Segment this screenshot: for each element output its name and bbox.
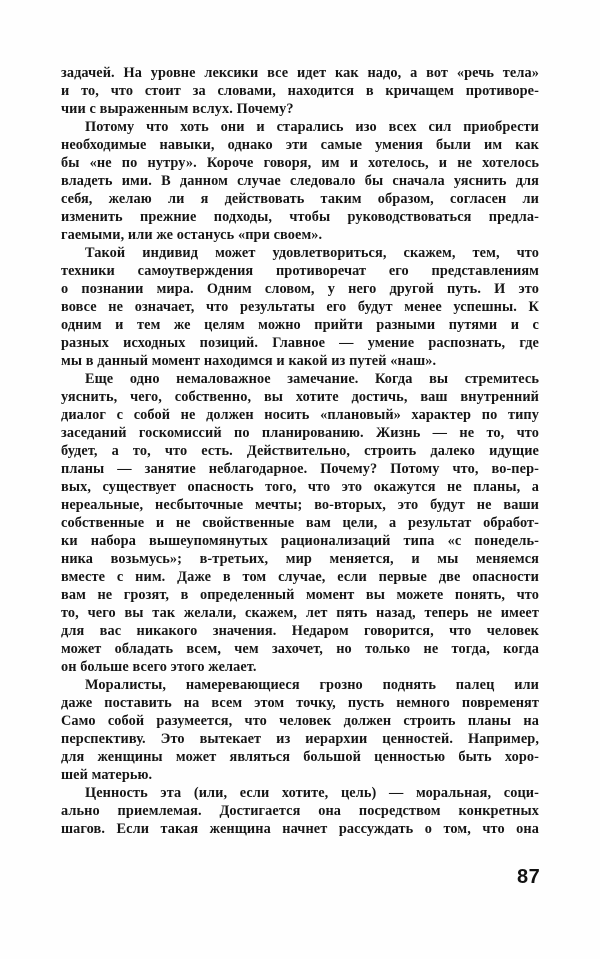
paragraph [61,784,539,838]
text-line: о познании мира. Одним словом, у него другой путь. И это [61,281,539,297]
text-line: он больше всего этого желает. [61,659,257,675]
text-line: для женщины может являться большой ценностью быть хоро- [61,749,539,765]
text-line: то, чего вы так желали, скажем, лет пять назад, теперь не имеет [61,605,539,621]
text-line: одним и тем же целям можно прийти разными путями и с [61,317,539,333]
text-line: планы — занятие неблагодарное. Почему? Потому что, во-пер- [61,461,539,477]
text-line: будет, а то, что есть. Действительно, строить далеко идущие [61,443,539,459]
text-line: необходимые навыки, однако эти самые умения были им как [61,137,539,153]
text-line: Потому что хоть они и старались изо всех сил приобрести [85,119,539,135]
text-line: чии с выраженным вслух. Почему? [61,101,294,117]
text-line: мы в данный момент находимся и какой из путей «наш». [61,353,437,369]
text-line: шей матерью. [61,767,153,783]
text-line: вместе с ним. Даже в том случае, если первые две опасности [61,569,539,585]
text-line: разных исходных позиций. Главное — умение распознать, где [61,335,539,351]
text-line: диалог с собой не должен носить «плановый» характер по типу [61,407,539,423]
text-line: техники самоутверждения противоречат его представлениям [61,263,539,279]
text-line: Еще одно немаловажное замечание. Когда вы стремитесь [85,371,539,387]
page-number: 87 [517,866,541,888]
paragraph [61,64,539,118]
page-text [61,64,539,838]
text-line: вых, существует опасность того, что это окажутся не планы, а [61,479,539,495]
text-line: вовсе не означает, что результаты его будут менее успешны. К [61,299,539,315]
text-line: владеть ими. В данном случае следовало бы сначала уяснить для [61,173,539,189]
text-line: собственные и не свойственные вам цели, а результат обработ- [61,515,539,531]
text-line: бы «не по нутру». Короче говоря, им и хотелось, и не хотелось [61,155,539,171]
text-line: уяснить, чего, собственно, вы хотите достичь, ваш внутренний [61,389,539,405]
text-line: даже поставить на всем этом точку, пусть немного повременят [61,695,539,711]
text-line: заседаний госкомиссий по планированию. Жизнь — не то, что [61,425,539,441]
text-line: Такой индивид может удовлетвориться, скажем, тем, что [85,245,539,261]
text-line: гаемыми, или же останусь «при своем». [61,227,323,243]
text-line: задачей. На уровне лексики все идет как надо, а вот «речь тела» [61,65,539,81]
text-line: может обладать всем, чем захочет, но только не тогда, когда [61,641,539,657]
text-line: шагов. Если такая женщина начнет рассуждать о том, что она [61,821,539,837]
text-line: вам не грозят, в определенный момент вы можете понять, что [61,587,539,603]
text-line: Ценность эта (или, если хотите, цель) — моральная, соци- [85,785,539,801]
paragraph [61,676,539,784]
text-line: ника возьмусь»; в-третьих, мир меняется, и мы меняемся [61,551,539,567]
paragraph [61,118,539,244]
text-line: Само собой разумеется, что человек должен строить планы на [61,713,539,729]
text-line: нереальные, несбыточные мечты; во-вторых, это будут не ваши [61,497,539,513]
text-line: перспективу. Это вытекает из иерархии ценностей. Например, [61,731,539,747]
text-line: ки набора вышеупомянутых рационализаций типа «с понедель- [61,533,539,549]
text-line: изменить прежние подходы, чтобы руководствоваться предла- [61,209,539,225]
text-line: ально приемлемая. Достигается она посредством конкретных [61,803,539,819]
text-line: и то, что стоит за словами, находится в кричащем противоре- [61,83,539,99]
text-line: для вас никакого значения. Недаром говорится, что человек [61,623,539,639]
text-line: Моралисты, намеревающиеся грозно поднять палец или [85,677,539,693]
text-line: себя, желаю ли я действовать таким образом, согласен ли [61,191,539,207]
paragraph [61,244,539,370]
paragraph [61,370,539,676]
